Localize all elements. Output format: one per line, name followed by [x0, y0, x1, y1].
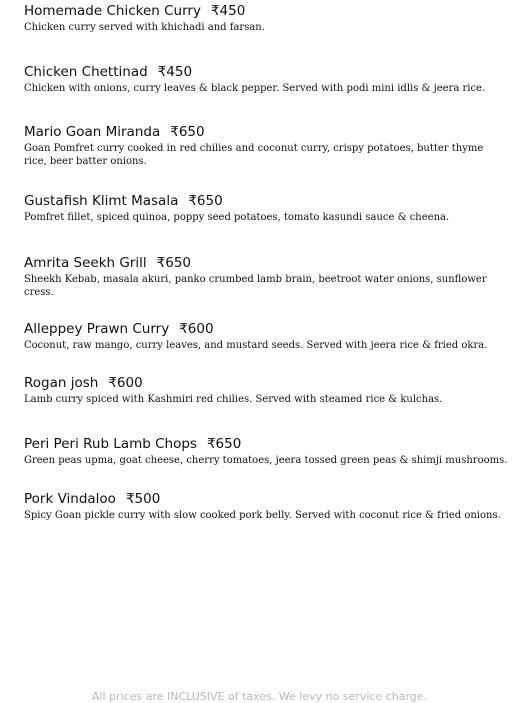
menu-item-description: Green peas upma, goat cheese, cherry tomatoes, jeera tossed green peas & shimji mushrooms. — [24, 455, 508, 466]
menu-item-chicken-chettinad — [24, 64, 508, 95]
menu-item-price: ₹450 — [157, 64, 193, 80]
menu-item-amrita-seekh-grill — [24, 255, 508, 299]
menu-item-description: Goan Pomfret curry cooked in red chilies and coconut curry, crispy potatoes, butter thyme rice, beer batter onions. — [24, 143, 484, 167]
menu-item-title — [24, 3, 508, 20]
menu-item-name: Mario Goan Miranda — [24, 124, 161, 140]
menu-item-name: Alleppey Prawn Curry — [24, 321, 170, 337]
menu-item-name: Chicken Chettinad — [24, 64, 148, 80]
menu-item-title — [24, 375, 508, 392]
menu-item-price: ₹650 — [170, 124, 205, 140]
menu-item-name: Gustafish Klimt Masala — [24, 193, 179, 209]
menu-item-alleppey-prawn-curry — [24, 321, 508, 352]
menu-item-title — [24, 64, 508, 81]
menu-item-title — [24, 321, 508, 338]
menu-item-price: ₹600 — [108, 375, 143, 391]
menu-item-name: Amrita Seekh Grill — [24, 255, 147, 271]
menu-item-price: ₹650 — [188, 193, 223, 209]
menu-item-price: ₹650 — [206, 436, 242, 452]
menu-item-mario-goan-miranda — [24, 124, 508, 168]
menu-item-description: Sheekh Kebab, masala akuri, panko crumbed lamb brain, beetroot water onions, sunflower cress. — [24, 274, 487, 298]
menu-item-title — [24, 124, 508, 141]
menu-item-name: Rogan josh — [24, 375, 99, 391]
menu-item-description: Lamb curry spiced with Kashmiri red chilies. Served with steamed rice & kulchas. — [24, 394, 443, 405]
menu-item-description: Chicken curry served with khichadi and farsan. — [24, 22, 265, 33]
menu-item-title — [24, 436, 508, 453]
menu-item-title — [24, 193, 508, 210]
menu-item-price: ₹500 — [125, 491, 161, 507]
menu-item-name: Peri Peri Rub Lamb Chops — [24, 436, 197, 452]
footer-note: All prices are INCLUSIVE of taxes. We levy no service charge. — [91, 690, 428, 703]
menu-item-price: ₹600 — [179, 321, 214, 337]
menu-item-price: ₹650 — [156, 255, 192, 271]
menu-item-name: Pork Vindaloo — [24, 491, 116, 507]
menu-item-gustafish-klimt-masala — [24, 193, 508, 224]
menu-item-description: Spicy Goan pickle curry with slow cooked pork belly. Served with coconut rice & fried onions. — [24, 510, 501, 521]
menu-item-description: Chicken with onions, curry leaves & black pepper. Served with podi mini idlis & jeera rice. — [24, 83, 486, 94]
menu-item-description: Pomfret fillet, spiced quinoa, poppy seed potatoes, tomato kasundi sauce & cheena. — [24, 212, 450, 223]
menu-item-peri-peri-rub-lamb-chops — [24, 436, 508, 467]
menu-item-name: Homemade Chicken Curry — [24, 3, 201, 19]
menu-item-pork-vindaloo — [24, 491, 508, 522]
menu-item-title — [24, 255, 508, 272]
menu-item-description: Coconut, raw mango, curry leaves, and mustard seeds. Served with jeera rice & fried okra. — [24, 340, 488, 351]
menu-item-title — [24, 491, 508, 508]
menu-item-homemade-chicken-curry — [24, 3, 508, 34]
menu-item-price: ₹450 — [210, 3, 246, 19]
menu-item-rogan-josh — [24, 375, 508, 406]
